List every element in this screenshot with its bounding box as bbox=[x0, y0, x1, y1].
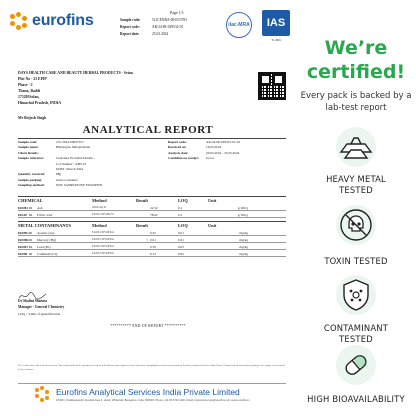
certification-panel bbox=[296, 0, 416, 416]
ias-accreditation-badge: IAS bbox=[262, 10, 290, 36]
contaminant-icon bbox=[331, 270, 381, 320]
signature bbox=[18, 288, 48, 298]
ref-row: Sample code: 511CENRA-00/03/5783 bbox=[120, 18, 188, 22]
ias-certificate-number: TL-869 bbox=[271, 38, 281, 42]
footer-address: # 540/1, Doddanakundi Industrial Area 2, Hoodi, Whitefield, Bengaluru, India, 560048. Phone: +91 80 6700 1100. Email: customerservice@eurofins.com www.eurofins.in bbox=[56, 399, 250, 402]
feature-label-contaminant: CONTAMINANT TESTED bbox=[323, 323, 389, 344]
metal-section-header: METAL CONTAMINANTS Method Result LOQ Unit bbox=[18, 223, 217, 228]
address-line: Thana, Baddi bbox=[18, 89, 41, 93]
address-line: 173205Solan, bbox=[18, 95, 40, 99]
signer-name: Dr Shalini Sharma bbox=[18, 299, 47, 303]
eurofins-footer-logo-mark bbox=[34, 386, 50, 402]
feature-label-heavy-metal: HEAVY METAL TESTED bbox=[326, 174, 386, 195]
client-address bbox=[18, 70, 133, 106]
toxin-skull-icon bbox=[331, 200, 381, 250]
divider bbox=[18, 221, 286, 222]
eurofins-logo bbox=[10, 12, 94, 30]
ilac-mra-badge: ilac-MRA bbox=[226, 12, 252, 38]
ref-row: Report date: 25.03.2024 bbox=[120, 32, 169, 36]
report-title: ANALYTICAL REPORT bbox=[82, 124, 214, 136]
qr-code bbox=[258, 72, 286, 100]
table-row: IR3HG IR Arsenic (As) EAML/CH/SOP/044 0.35 0.01 mg/kg bbox=[18, 230, 286, 236]
feature-label-toxin: TOXIN TESTED bbox=[324, 256, 388, 266]
footer-company: Eurofins Analytical Services India Private Limited bbox=[56, 387, 240, 397]
table-row: IR3H4 IR Ash ASM ChQ.01 22.32 0.1 g/100 g bbox=[18, 205, 286, 211]
table-row: IR3HK IR Mercury (Hg) EAML/CH/SOP/044 < 0.01 0.01 mg/kg bbox=[18, 237, 286, 243]
address-line: Plot No - 25 EPIP bbox=[18, 77, 47, 81]
eurofins-logo-mark bbox=[10, 12, 28, 30]
divider bbox=[18, 138, 286, 139]
table-row: IR3HJ IR Lead (Pb) EAML/CH/SOP/044 0.76 0.05 mg/kg bbox=[18, 244, 286, 250]
table-row: IR3J0 IR Fulvic acid EAML/CH/SOP/155 78.62 0.1 g/100 g bbox=[18, 212, 286, 218]
attention-name: Mr Brijesh Singh bbox=[18, 116, 47, 120]
client-company: DAYS HEALTH CARE AND BEAUTY HERBAL PRODUCTS - Seina bbox=[18, 71, 133, 75]
headline: We’re certified! bbox=[306, 37, 406, 83]
address-line: Phase - 2 bbox=[18, 83, 33, 87]
ref-row: Report code: AR-24-IR-029532-01 bbox=[120, 25, 184, 29]
subheadline: Every pack is backed by a lab-test report bbox=[300, 91, 412, 113]
address-line: Himachal Pradesh, INDIA bbox=[18, 101, 62, 105]
brand-name: eurofins bbox=[32, 12, 94, 29]
signer-block bbox=[18, 298, 64, 310]
chemical-section-header: CHEMICAL Method Result LOQ Unit bbox=[18, 198, 217, 203]
end-of-report: ********** END OF REPORT ********** bbox=[110, 324, 186, 328]
footer-divider bbox=[18, 383, 286, 384]
loq-note: LOQ = Limit of Quantification bbox=[18, 312, 61, 316]
sample-info-right: Report code: AR-24-IR-029532-01-02 Received on: 19.03.2024 Analysis date: 20.03.2024 - 25.03.2024 Condition on receipt: Good bbox=[168, 140, 241, 161]
bioavailability-icon bbox=[331, 340, 381, 390]
feature-label-bioavailability: HIGH BIOAVAILABILITY bbox=[307, 394, 405, 404]
page-number: Page 1/1 bbox=[170, 10, 184, 15]
heavy-metal-icon bbox=[331, 122, 381, 172]
table-row: IR3HI IR Cadmium (Cd) EAML/CH/SOP/044 0.13 0.05 mg/kg bbox=[18, 251, 286, 257]
fine-print: The results relate only to the items tested. This report shall not be reproduced except in full without written approval of the laboratory. Sampling has not been performed by Eurofins Analytical Services India Private Limited and all information relating to the sample is as declared by the customer. bbox=[18, 364, 285, 371]
sample-info-left: Sample code: 231-2024-00007357 Sample name: Himalayan Shilajit Resin Client Details: Sample reference: Customer Provided Details : Lot Number : AHS-01 DOM : March 2024 Quantity received: 88g Sample packing: Glass Container Sampling method: NOT SAMPLED BY EUROFINS bbox=[18, 140, 103, 188]
signer-role: Manager - General Chemistry bbox=[18, 305, 65, 309]
divider bbox=[18, 196, 286, 197]
